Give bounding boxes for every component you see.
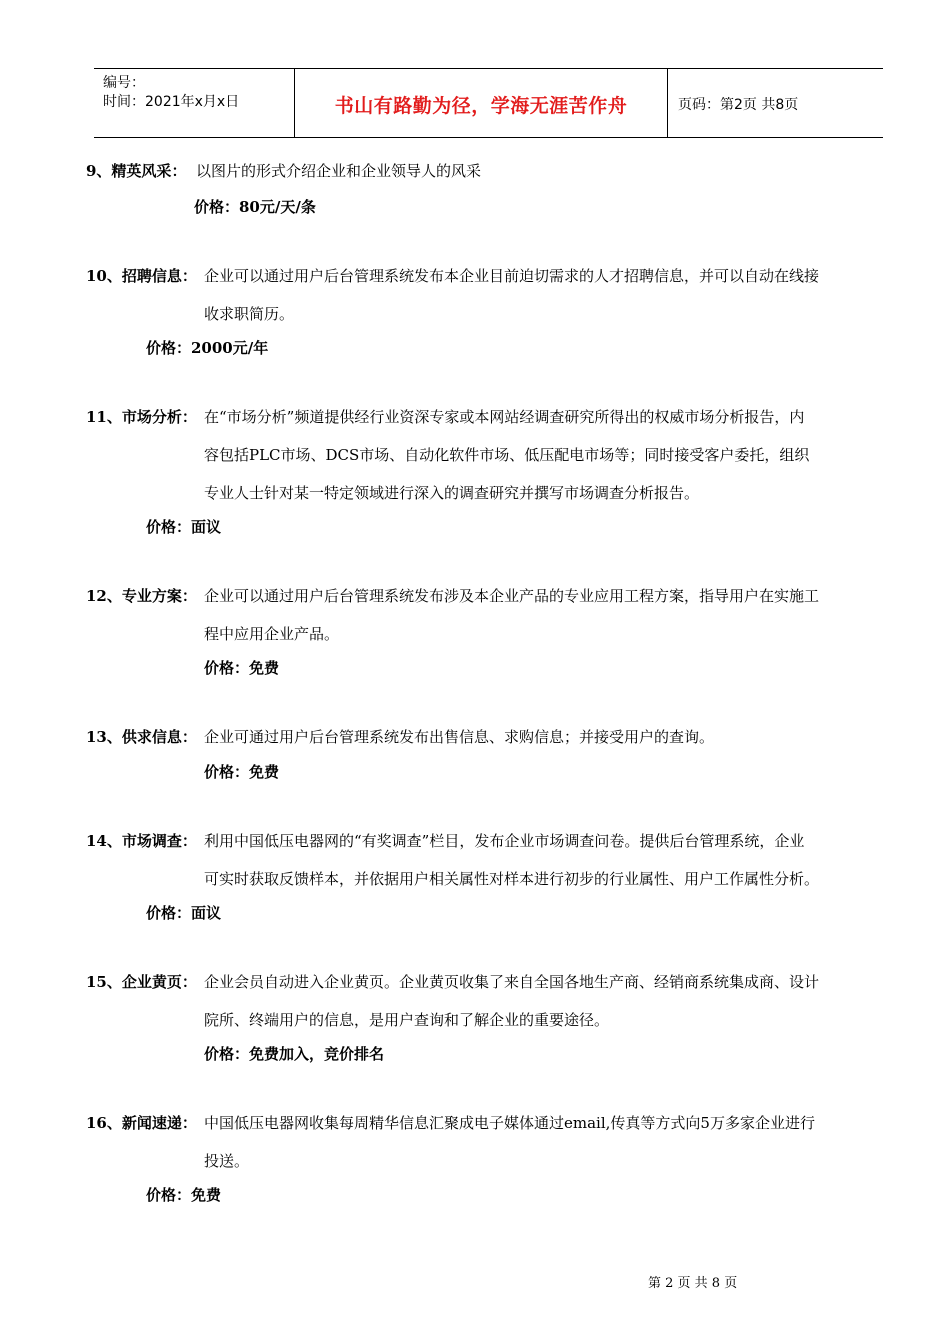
item-9-title: 9、精英风采：: [86, 162, 187, 180]
item-12-text-line-1: 企业可以通过用户后台管理系统发布涉及本企业产品的专业应用工程方案，指导用户在实施工: [204, 587, 820, 605]
item-12-text-line-2: 程中应用企业产品。: [204, 625, 340, 643]
item-16-text-line-1: 中国低压电器网收集每周精华信息汇聚成电子媒体通过email,传真等方式向5万多家企业进行: [204, 1114, 815, 1132]
item-11-text-line-3: 专业人士针对某一特定领域进行深入的调查研究并撰写市场调查分析报告。: [204, 484, 700, 502]
serial-number: 编号：: [103, 75, 145, 91]
date-label: 时间：2021年x月x日: [103, 94, 240, 110]
item-15-title: 15、企业黄页：: [86, 973, 197, 991]
item-16-text-line-2: 投送。: [204, 1152, 250, 1170]
header-page-cell: [668, 69, 883, 137]
item-13-text: 企业可通过用户后台管理系统发布出售信息、求购信息；并接受用户的查询。: [204, 728, 715, 746]
item-13-price: 价格：免费: [204, 763, 280, 781]
item-12-price: 价格：免费: [204, 659, 280, 677]
item-11-text-line-1: 在“市场分析”频道提供经行业资深专家或本网站经调查研究所得出的权威市场分析报告，内: [204, 408, 805, 426]
item-11-title: 11、市场分析：: [86, 408, 197, 426]
item-10-price: 价格：2000元/年: [146, 339, 269, 357]
motto: 书山有路勤为径，学海无涯苦作舟: [334, 95, 628, 117]
item-14-title: 14、市场调查：: [86, 832, 197, 850]
item-9-price: 价格：80元/天/条: [194, 198, 316, 216]
item-14-text-line-1: 利用中国低压电器网的“有奖调查”栏目，发布企业市场调查问卷。提供后台管理系统，企业: [204, 832, 805, 850]
item-11-price: 价格：面议: [146, 518, 222, 536]
header-meta-cell: [94, 69, 295, 137]
item-14-text-line-2: 可实时获取反馈样本，并依据用户相关属性对样本进行初步的行业属性、用户工作属性分析。: [204, 870, 820, 888]
page-header: [94, 68, 883, 138]
item-15-price: 价格：免费加入，竞价排名: [204, 1045, 385, 1063]
item-16-price: 价格：免费: [146, 1186, 222, 1204]
item-10-title: 10、招聘信息：: [86, 267, 197, 285]
item-12-title: 12、专业方案：: [86, 587, 197, 605]
item-15-text-line-1: 企业会员自动进入企业黄页。企业黄页收集了来自全国各地生产商、经销商系统集成商、设计: [204, 973, 820, 991]
item-10-text-line-1: 企业可以通过用户后台管理系统发布本企业目前迫切需求的人才招聘信息，并可以自动在线接: [204, 267, 820, 285]
item-11-text-line-2: 容包括PLC市场、DCS市场、自动化软件市场、低压配电市场等；同时接受客户委托，组织: [204, 446, 810, 464]
item-13-title: 13、供求信息：: [86, 728, 197, 746]
item-16-title: 16、新闻速递：: [86, 1114, 197, 1132]
item-15-text-line-2: 院所、终端用户的信息，是用户查询和了解企业的重要途径。: [204, 1011, 610, 1029]
item-10-text-line-2: 收求职简历。: [204, 305, 295, 323]
header-motto-cell: [295, 69, 668, 137]
item-9-text: 以图片的形式介绍企业和企业领导人的风采: [196, 162, 482, 180]
page-footer: 第 2 页 共 8 页: [648, 1276, 738, 1291]
header-page-number: 页码：第2页 共8页: [678, 97, 799, 113]
item-14-price: 价格：面议: [146, 904, 222, 922]
